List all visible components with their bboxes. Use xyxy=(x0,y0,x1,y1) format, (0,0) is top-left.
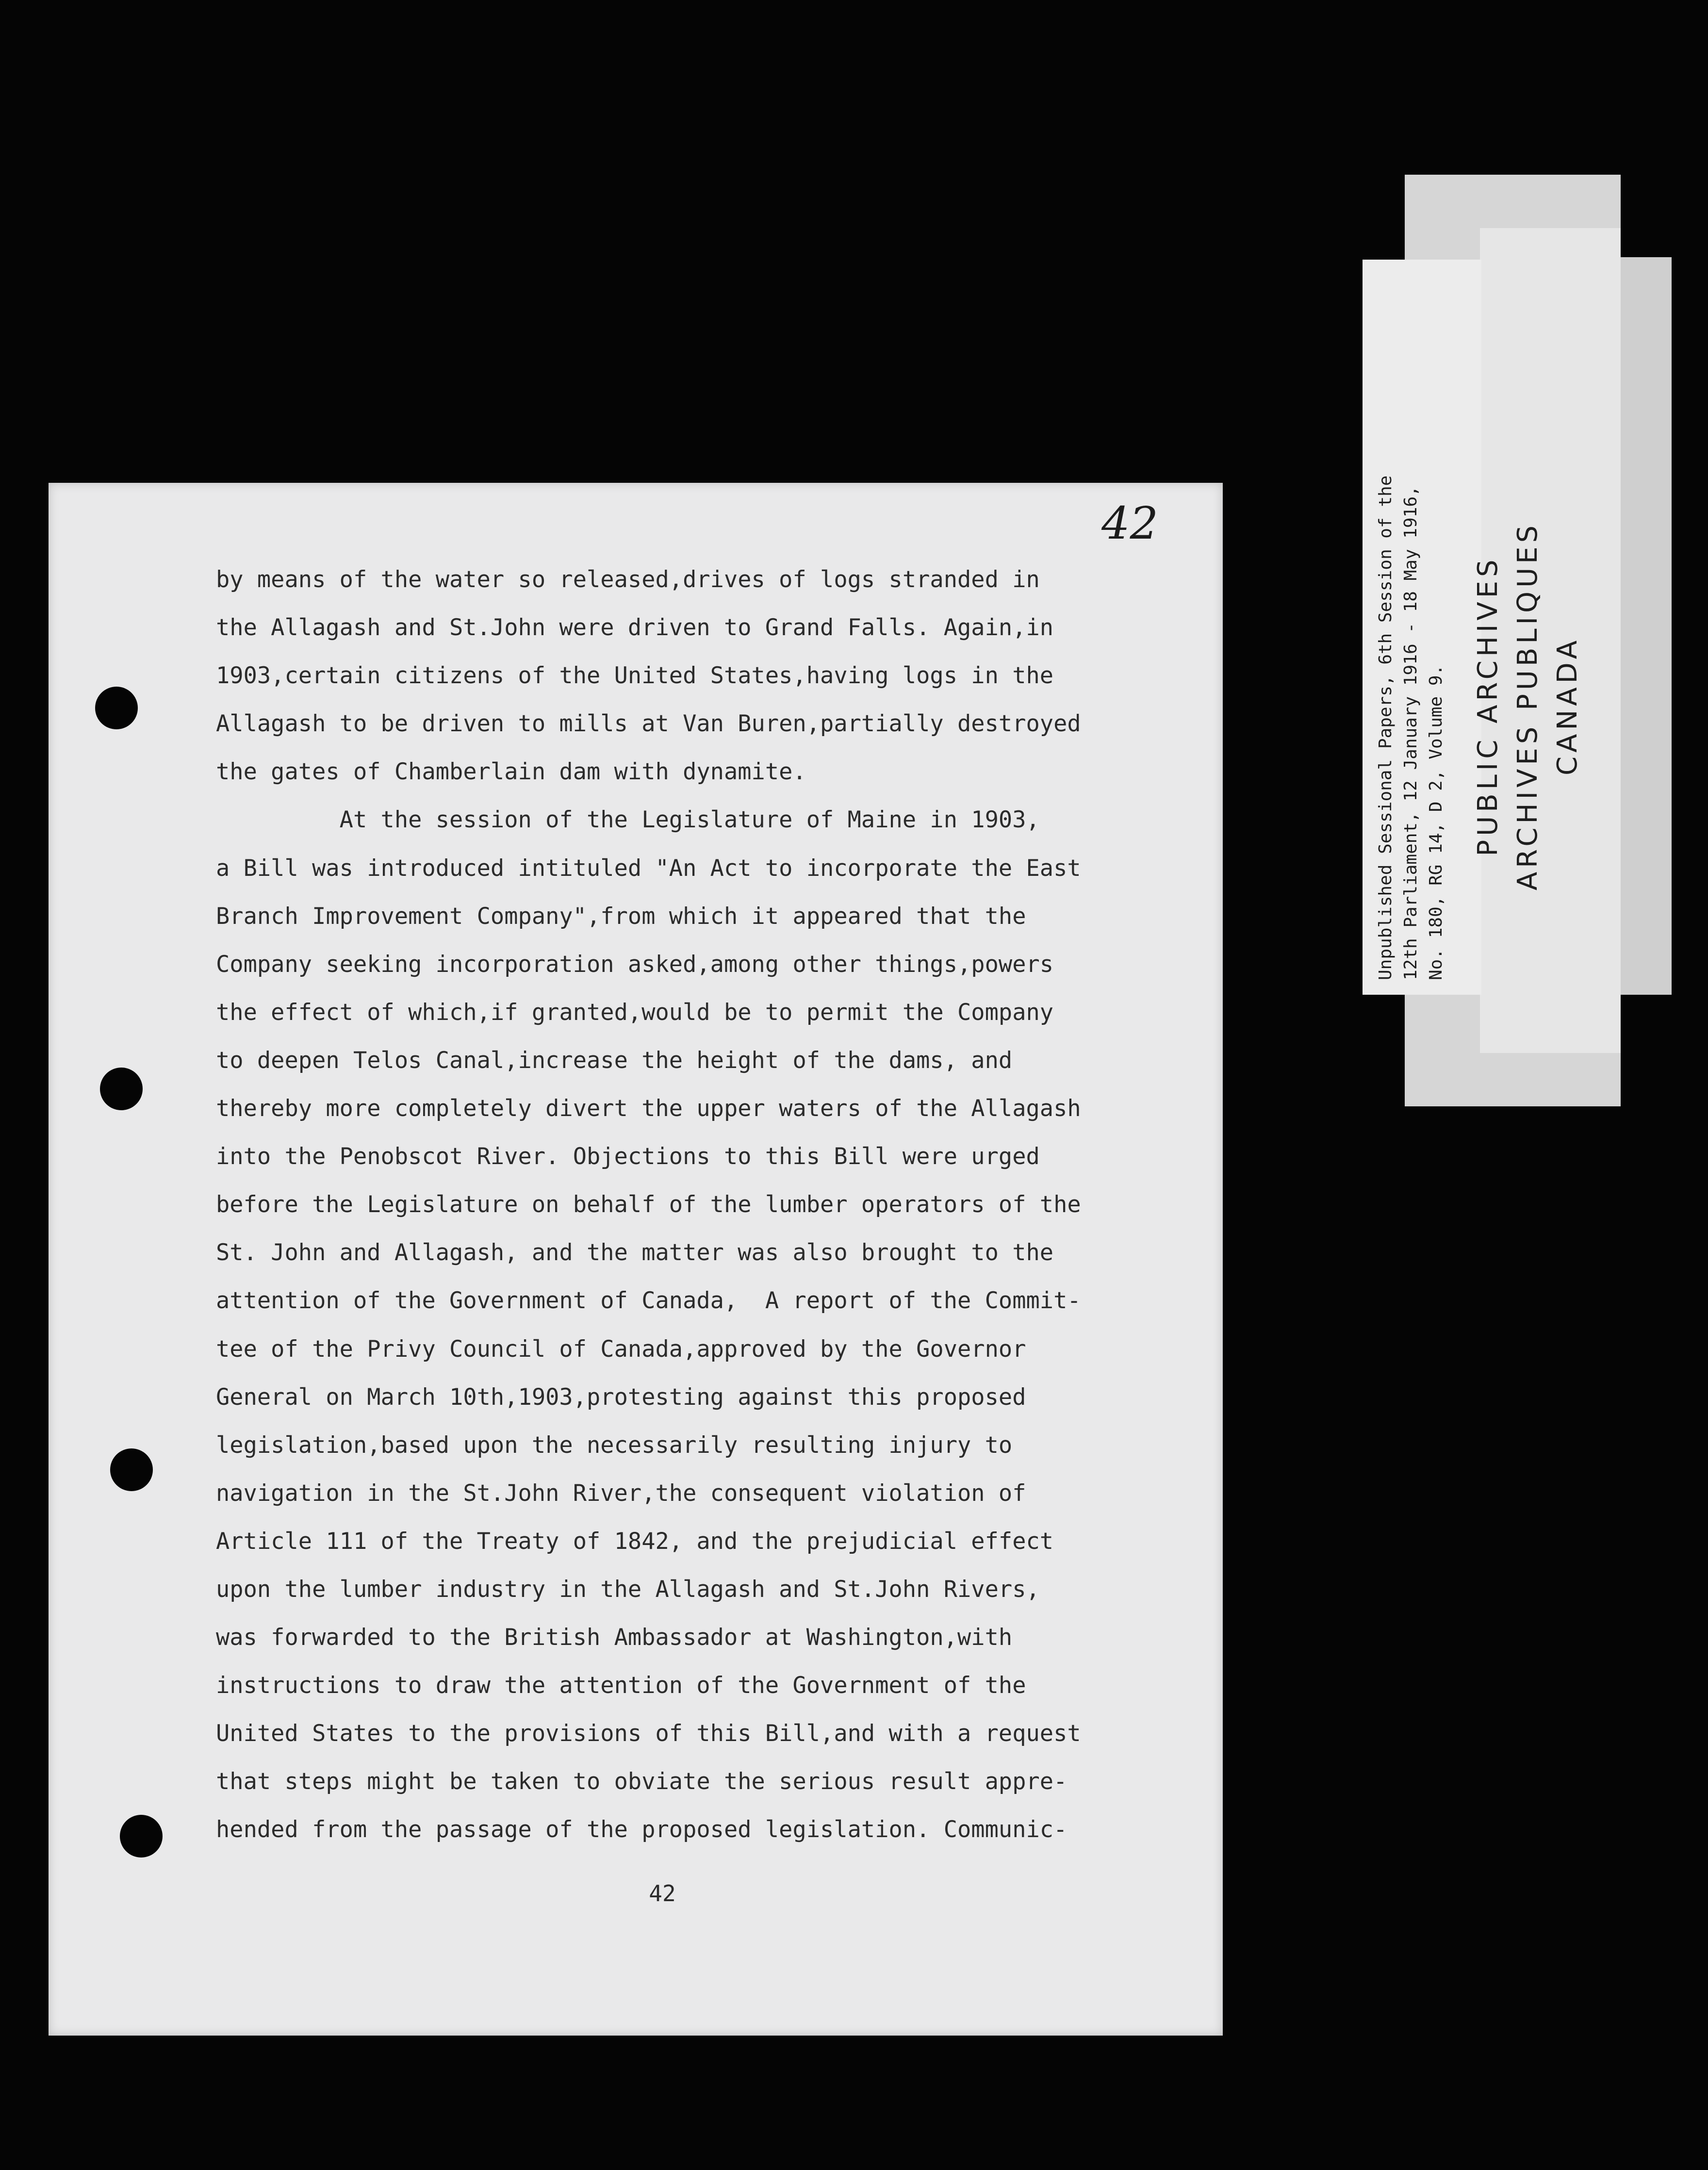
archive-label-title-line: ARCHIVES PUBLIQUES xyxy=(1512,521,1544,891)
archive-label-title-line: PUBLIC ARCHIVES xyxy=(1472,556,1504,856)
text-line: tee of the Privy Council of Canada,approved by the Governor xyxy=(216,1335,1026,1363)
handwritten-page-number: 42 xyxy=(1101,497,1159,549)
text-line: 1903,certain citizens of the United States,having logs in the xyxy=(216,662,1054,690)
text-line: instructions to draw the attention of the Government of the xyxy=(216,1672,1026,1699)
text-line: Article 111 of the Treaty of 1842, and the prejudicial effect xyxy=(216,1528,1054,1555)
text-line: the gates of Chamberlain dam with dynamite. xyxy=(216,758,806,786)
text-line: upon the lumber industry in the Allagash and St.John Rivers, xyxy=(216,1576,1040,1603)
text-line: thereby more completely divert the upper waters of the Allagash xyxy=(216,1095,1081,1122)
text-line: legislation,based upon the necessarily resulting injury to xyxy=(216,1431,1013,1459)
text-line: Allagash to be driven to mills at Van Buren,partially destroyed xyxy=(216,710,1081,738)
text-line: St. John and Allagash, and the matter was also brought to the xyxy=(216,1239,1054,1266)
text-line: General on March 10th,1903,protesting against this proposed xyxy=(216,1383,1026,1411)
text-line: Company seeking incorporation asked,among other things,powers xyxy=(216,951,1054,978)
text-line: that steps might be taken to obviate the serious result appre- xyxy=(216,1768,1068,1795)
text-line: was forwarded to the British Ambassador at Washington,with xyxy=(216,1624,1013,1651)
punch-hole xyxy=(95,687,138,729)
text-line: hended from the passage of the proposed legislation. Communic- xyxy=(216,1816,1068,1843)
text-line: United States to the provisions of this Bill,and with a request xyxy=(216,1720,1081,1747)
punch-hole xyxy=(110,1448,153,1491)
typed-page-number: 42 xyxy=(649,1880,676,1907)
text-line: the Allagash and St.John were driven to Grand Falls. Again,in xyxy=(216,614,1054,641)
text-line: navigation in the St.John River,the consequent violation of xyxy=(216,1480,1026,1507)
text-line: attention of the Government of Canada, A report of the Commit- xyxy=(216,1287,1081,1315)
text-line: to deepen Telos Canal,increase the height of the dams, and xyxy=(216,1047,1013,1074)
text-line: the effect of which,if granted,would be to permit the Company xyxy=(216,999,1054,1026)
archive-label-meta-line: 12th Parliament, 12 January 1916 - 18 May 1916, xyxy=(1401,486,1421,980)
archive-label-meta-line: No. 180, RG 14, D 2, Volume 9. xyxy=(1426,664,1446,980)
text-line: Branch Improvement Company",from which it appeared that the xyxy=(216,903,1026,930)
text-line: At the session of the Legislature of Maine in 1903, xyxy=(216,806,1040,834)
text-line: by means of the water so released,drives of logs stranded in xyxy=(216,566,1040,593)
archive-label xyxy=(1373,291,1664,980)
document-page xyxy=(49,483,1223,2036)
archive-label-meta-line: Unpublished Sessional Papers, 6th Session of the xyxy=(1376,475,1396,980)
punch-hole xyxy=(120,1815,163,1858)
text-line: into the Penobscot River. Objections to this Bill were urged xyxy=(216,1143,1040,1170)
text-line: a Bill was introduced intituled "An Act to incorporate the East xyxy=(216,855,1081,882)
punch-hole xyxy=(100,1068,143,1110)
text-line: before the Legislature on behalf of the lumber operators of the xyxy=(216,1191,1081,1218)
archive-label-title-line: CANADA xyxy=(1552,636,1583,776)
document-body xyxy=(216,556,1081,1854)
